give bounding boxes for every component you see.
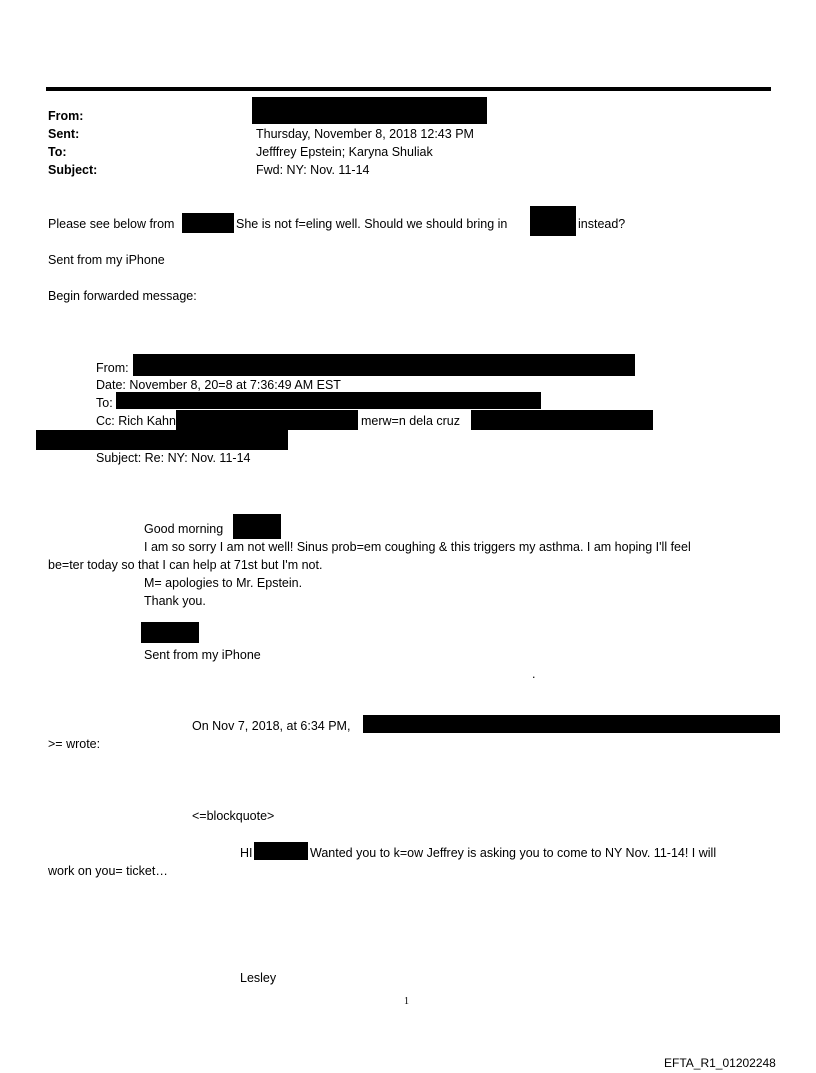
reply-greeting: Good morning <box>144 522 224 536</box>
header-divider <box>46 87 771 91</box>
fwd-cc-start: Cc: Rich Kahn <box>96 414 176 428</box>
body-line1-middle: She is not f=eling well. Should we should bring in <box>236 217 508 231</box>
redaction-cc-3 <box>36 430 288 450</box>
fwd-from-label: From: <box>96 361 129 375</box>
redaction-signature <box>141 622 199 643</box>
redaction-greeting-name <box>233 514 281 539</box>
reply-dot: . <box>532 667 536 681</box>
fwd-to-label: To: <box>96 396 113 410</box>
redaction-cc-2 <box>471 410 653 430</box>
fwd-date: Date: November 8, 20=8 at 7:36:49 AM EST <box>96 378 341 392</box>
subject-value: Fwd: NY: Nov. 11-14 <box>256 163 370 177</box>
to-label: To: <box>48 145 67 159</box>
redaction-name-1 <box>182 213 234 233</box>
begin-forwarded: Begin forwarded message: <box>48 289 197 303</box>
redaction-name-2 <box>530 206 576 236</box>
reply-sent-from: Sent from my iPhone <box>144 648 261 662</box>
redaction-from <box>252 97 487 124</box>
subject-label: Subject: <box>48 163 98 177</box>
quoted-signature: Lesley <box>240 971 277 985</box>
redaction-quoted-sender <box>363 715 780 733</box>
reply-line3: M= apologies to Mr. Epstein. <box>144 576 303 590</box>
document-id: EFTA_R1_01202248 <box>664 1056 776 1070</box>
fwd-subject: Subject: Re: NY: Nov. 11-14 <box>96 451 251 465</box>
sent-value: Thursday, November 8, 2018 12:43 PM <box>256 127 474 141</box>
quoted-hi: HI <box>240 846 253 860</box>
reply-line4: Thank you. <box>144 594 206 608</box>
redaction-cc-1 <box>176 410 358 430</box>
page-number: 1 <box>404 996 409 1007</box>
body-line1-start: Please see below from <box>48 217 175 231</box>
from-label: From: <box>48 109 84 123</box>
redaction-fwd-to <box>116 392 541 409</box>
quoted-blockquote: <=blockquote> <box>192 809 275 823</box>
redaction-fwd-from <box>133 354 635 376</box>
quoted-msg-b: work on you= ticket… <box>48 864 168 878</box>
sent-label: Sent: <box>48 127 80 141</box>
quoted-on-line: On Nov 7, 2018, at 6:34 PM, <box>192 719 351 733</box>
reply-line1: I am so sorry I am not well! Sinus prob=em coughing & this triggers my asthma. I am hoping I'll feel <box>144 540 691 554</box>
to-value: Jefffrey Epstein; Karyna Shuliak <box>256 145 433 159</box>
sent-from-iphone: Sent from my iPhone <box>48 253 165 267</box>
quoted-msg-a: Wanted you to k=ow Jeffrey is asking you to come to NY Nov. 11-14! I will <box>310 846 717 860</box>
quoted-wrote: >= wrote: <box>48 737 101 751</box>
fwd-cc-middle: merw=n dela cruz <box>361 414 460 428</box>
redaction-quoted-name <box>254 842 308 860</box>
body-line1-end: instead? <box>578 217 626 231</box>
reply-line2: be=ter today so that I can help at 71st but I'm not. <box>48 558 323 572</box>
